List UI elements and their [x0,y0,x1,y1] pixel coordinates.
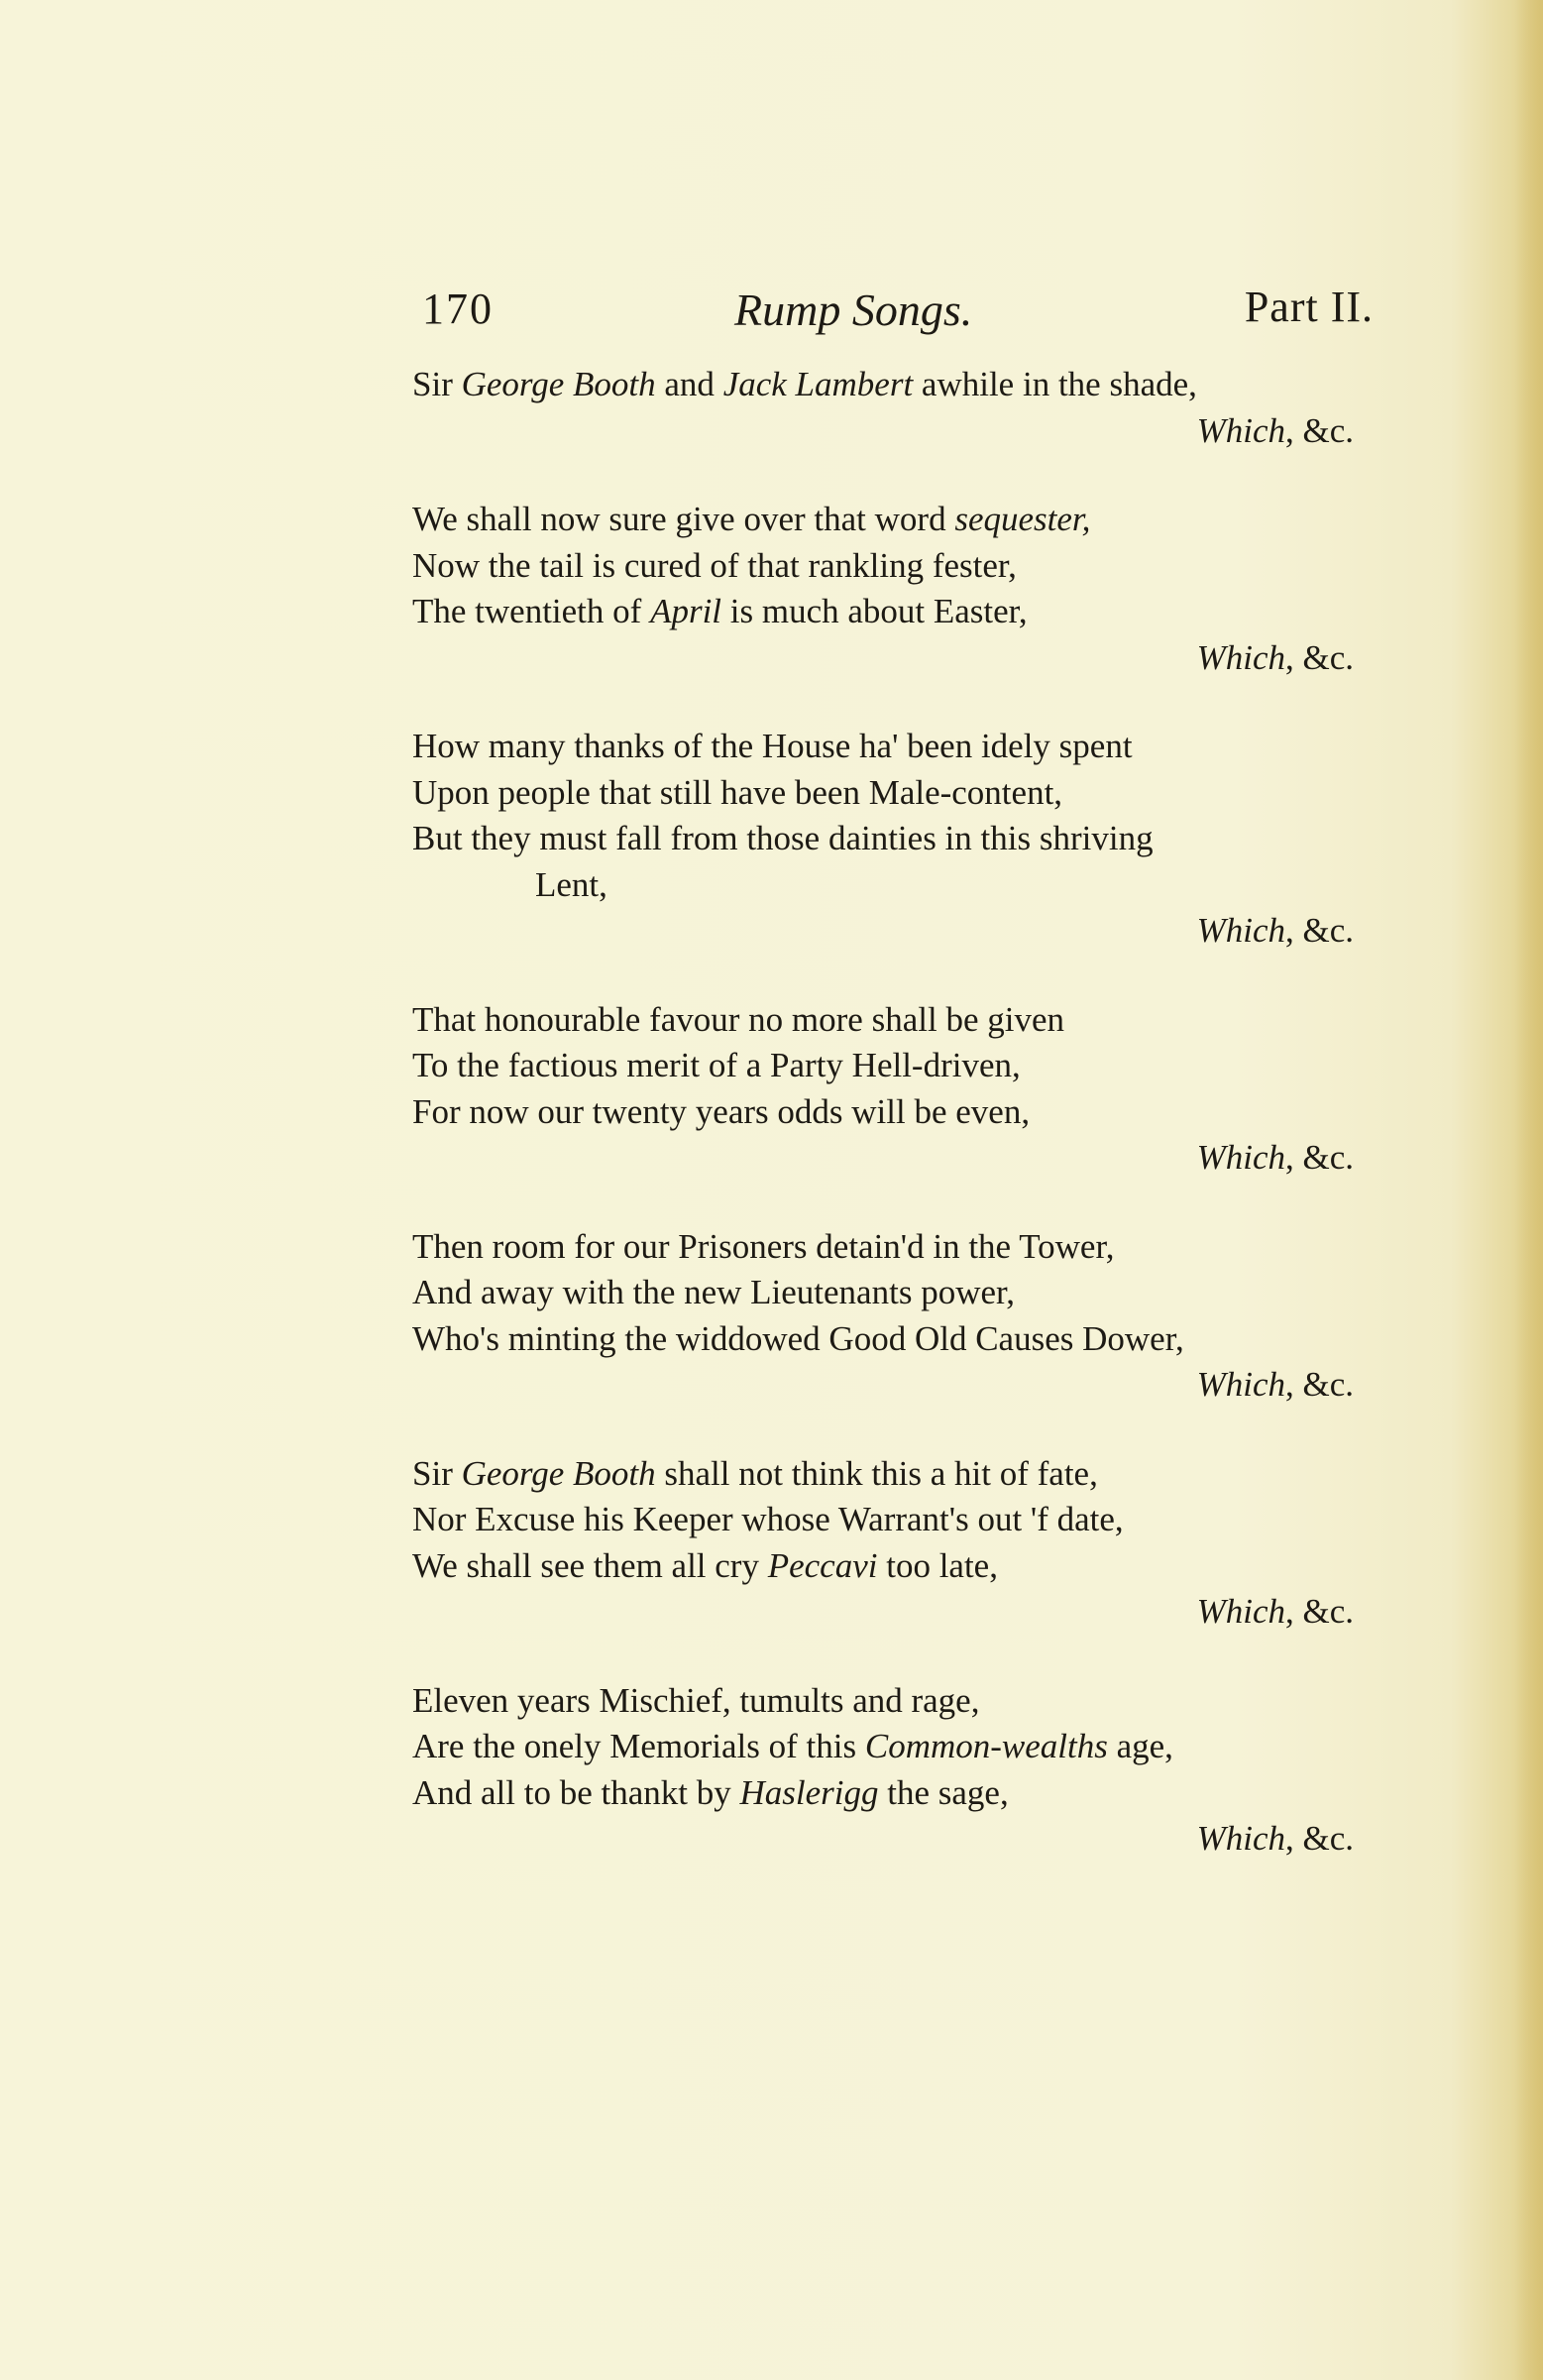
refrain-line [412,908,1364,955]
italic-text: Which [1196,1365,1285,1404]
text-segment: And away with the new Lieutenants power, [412,1273,1016,1311]
text-segment: Then room for our Prisoners detain'd in the Tower, [412,1226,1115,1266]
text-segment: , &c. [1284,410,1354,450]
verse-line [412,1770,1364,1817]
text-segment: Nor Excuse his Keeper whose Warrant's out 'f date, [412,1500,1124,1538]
text-segment: Who's minting the widdowed Good Old Causes Dower, [412,1318,1184,1358]
verse-line [412,1451,1364,1498]
italic-text: Jack Lambert [722,365,914,403]
stanza [412,497,1364,681]
italic-text: Common-wealths [864,1727,1108,1765]
text-segment: awhile in the shade, [913,365,1197,403]
italic-text: George Booth [461,1453,656,1493]
verse-line [412,1089,1364,1136]
verse-line [412,1270,1364,1316]
italic-text: April [650,592,722,630]
italic-text: Haslerigg [739,1772,879,1812]
verse-line [412,1678,1364,1725]
text-segment: Sir [412,1453,462,1493]
text-segment: is much about Easter, [721,592,1028,630]
part-label: Part II. [1244,283,1374,331]
stanza [412,724,1364,955]
text-segment: The twentieth of [412,592,651,630]
stanza [412,362,1364,454]
verse-line [412,1043,1364,1089]
verse-line [412,816,1364,862]
refrain-line [412,1135,1364,1182]
verse-line [412,1316,1364,1363]
text-segment: too late, [877,1545,998,1585]
refrain-line [412,1589,1364,1636]
italic-text: Which [1196,637,1285,677]
verse-line [412,770,1364,817]
refrain-line [412,1816,1364,1863]
text-segment: , &c. [1284,637,1354,677]
text-segment: , &c. [1284,1365,1354,1404]
text-segment: For now our twenty years odds will be even, [412,1091,1031,1131]
verse-line [412,1224,1364,1271]
text-segment: , &c. [1284,1138,1354,1177]
text-segment: But they must fall from those dainties in this shriving [412,819,1154,857]
stanza [412,1224,1364,1409]
text-segment: We shall see them all cry [412,1545,768,1585]
verse-line [412,497,1364,543]
text-segment: age, [1107,1727,1173,1765]
italic-text: Which [1196,410,1285,450]
italic-text: sequester, [954,500,1091,538]
verse-line [412,543,1364,590]
verse-line [412,1724,1364,1770]
text-segment: Lent, [535,864,607,904]
text-segment: and [655,365,723,403]
verse-line [412,362,1364,408]
text-segment: Now the tail is cured of that rankling fester, [412,545,1017,585]
refrain-line [412,635,1364,682]
text-segment: Upon people that still have been Male-content, [412,772,1063,812]
verse-line [412,724,1364,770]
verse-line [412,589,1364,635]
page-number: 170 [422,284,494,333]
verse-line [412,862,1364,909]
text-segment: And all to be thankt by [412,1772,740,1812]
text-segment: the sage, [878,1772,1009,1812]
text-segment: shall not think this a hit of fate, [655,1453,1098,1493]
text-segment: , &c. [1284,911,1354,950]
page-edge-shadow [1515,0,1543,2380]
italic-text: Which [1196,1592,1285,1631]
italic-text: Which [1196,1819,1285,1858]
running-title: Rump Songs. [734,284,973,335]
text-segment: To the factious merit of a Party Hell-driven, [412,1046,1021,1084]
poem-text [412,362,1364,1905]
text-segment: We shall now sure give over that word [412,500,955,538]
refrain-line [412,1362,1364,1409]
text-segment: How many thanks of the House ha' been idely spent [412,727,1133,765]
text-segment: Eleven years Mischief, tumults and rage, [412,1680,980,1720]
refrain-line [412,408,1364,455]
stanza [412,1678,1364,1863]
text-segment: , &c. [1284,1592,1354,1631]
text-segment: , &c. [1284,1819,1354,1858]
text-segment: Sir [412,365,462,403]
stanza [412,997,1364,1182]
italic-text: Which [1196,1138,1285,1177]
italic-text: Which [1196,911,1285,950]
text-segment: Are the onely Memorials of this [412,1727,865,1765]
verse-line [412,997,1364,1044]
italic-text: George Booth [461,365,656,403]
running-head [412,278,1374,337]
verse-line [412,1543,1364,1590]
stanza [412,1451,1364,1636]
italic-text: Peccavi [767,1545,878,1585]
text-segment: That honourable favour no more shall be given [412,999,1064,1039]
verse-line [412,1497,1364,1543]
